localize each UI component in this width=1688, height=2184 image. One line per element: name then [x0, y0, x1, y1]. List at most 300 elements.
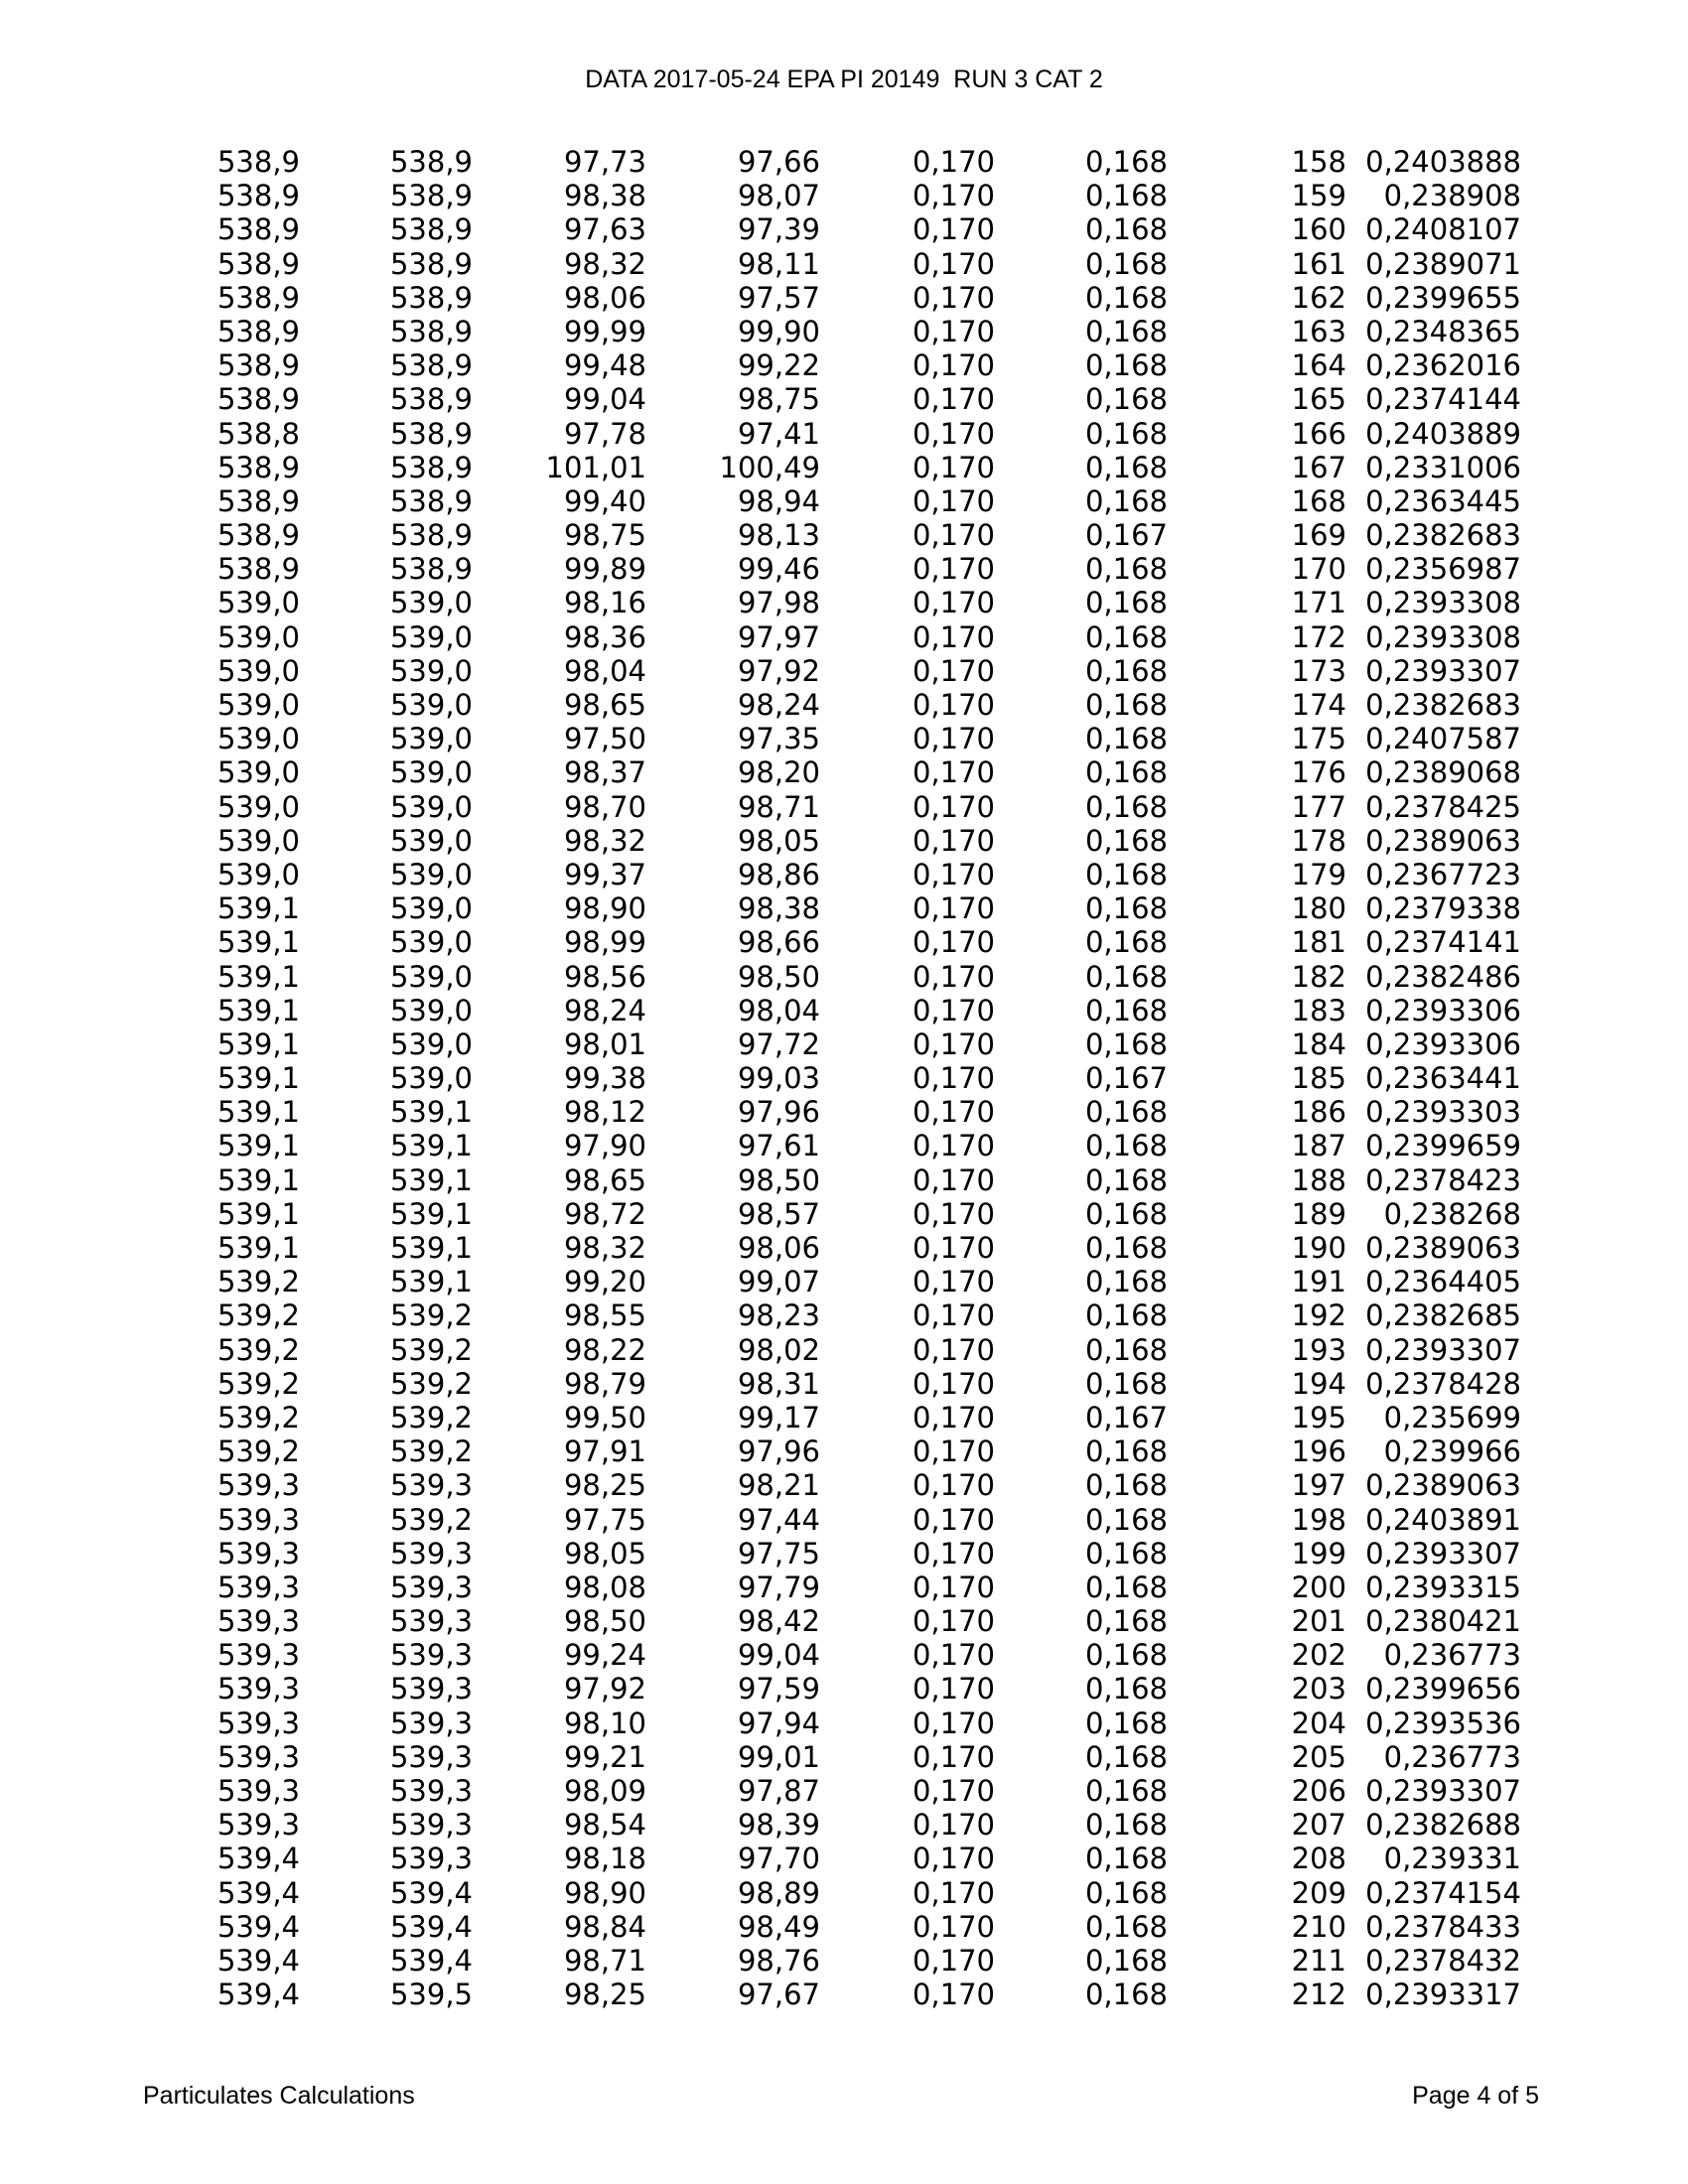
- table-cell: 98,84: [563, 1909, 646, 1944]
- table-cell: 0,2382688: [1365, 1808, 1521, 1843]
- table-cell: 0,235699: [1383, 1400, 1521, 1434]
- table-cell: 197: [1291, 1468, 1346, 1503]
- table-cell: 0,168: [1084, 722, 1168, 756]
- table-cell: 98,09: [563, 1774, 646, 1808]
- table-cell: 0,2403891: [1365, 1502, 1521, 1537]
- table-cell: 0,2382683: [1365, 688, 1521, 722]
- table-cell: 538,9: [216, 382, 300, 417]
- table-cell: 0,168: [1084, 1434, 1168, 1469]
- table-cell: 0,168: [1084, 1366, 1168, 1401]
- table-cell: 0,2374144: [1365, 382, 1521, 417]
- table-cell: 0,170: [912, 1536, 995, 1570]
- table-cell: 0,168: [1084, 1231, 1168, 1265]
- table-cell: 207: [1291, 1808, 1346, 1843]
- table-cell: 98,39: [737, 1808, 820, 1843]
- table-cell: 171: [1291, 586, 1346, 620]
- table-cell: 99,21: [563, 1739, 646, 1774]
- table-cell: 99,46: [737, 552, 820, 587]
- table-cell: 539,3: [216, 1570, 300, 1604]
- table-cell: 538,9: [389, 145, 473, 179]
- table-row: [0, 1503, 1688, 1537]
- table-cell: 539,0: [216, 653, 300, 688]
- table-row: [0, 1129, 1688, 1162]
- table-cell: 169: [1291, 518, 1346, 553]
- table-cell: 0,168: [1084, 1808, 1168, 1843]
- table-cell: 98,12: [563, 1095, 646, 1130]
- table-row: [0, 1061, 1688, 1095]
- table-cell: 539,0: [216, 688, 300, 722]
- table-cell: 0,167: [1084, 518, 1168, 553]
- table-cell: 0,170: [912, 1434, 995, 1469]
- table-cell: 539,3: [216, 1604, 300, 1639]
- table-cell: 98,38: [563, 179, 646, 213]
- table-cell: 0,2363441: [1365, 1061, 1521, 1096]
- table-cell: 0,168: [1084, 993, 1168, 1027]
- table-cell: 539,3: [216, 1706, 300, 1740]
- table-cell: 0,2364405: [1365, 1265, 1521, 1299]
- table-cell: 539,3: [216, 1638, 300, 1673]
- table-cell: 0,2408107: [1365, 212, 1521, 247]
- table-cell: 0,168: [1084, 1842, 1168, 1876]
- table-cell: 0,170: [912, 1604, 995, 1639]
- table-cell: 0,168: [1084, 314, 1168, 348]
- table-cell: 99,50: [563, 1400, 646, 1434]
- table-row: [0, 1672, 1688, 1706]
- table-cell: 0,170: [912, 688, 995, 722]
- table-cell: 98,71: [563, 1943, 646, 1978]
- footer-page-number: Page 4 of 5: [1412, 2082, 1539, 2110]
- table-cell: 177: [1291, 789, 1346, 824]
- table-cell: 0,2379338: [1365, 891, 1521, 926]
- table-cell: 97,59: [737, 1672, 820, 1706]
- table-cell: 0,168: [1084, 1502, 1168, 1537]
- table-cell: 539,0: [389, 857, 473, 891]
- table-cell: 538,9: [389, 518, 473, 553]
- table-cell: 192: [1291, 1298, 1346, 1333]
- table-cell: 0,170: [912, 1332, 995, 1367]
- table-cell: 539,3: [389, 1706, 473, 1740]
- table-cell: 0,2399656: [1365, 1672, 1521, 1706]
- table-cell: 0,168: [1084, 619, 1168, 654]
- table-row: [0, 1027, 1688, 1061]
- table-cell: 538,9: [389, 246, 473, 281]
- table-cell: 0,170: [912, 1774, 995, 1808]
- table-cell: 0,170: [912, 1706, 995, 1740]
- table-cell: 99,20: [563, 1265, 646, 1299]
- table-cell: 0,168: [1084, 1943, 1168, 1978]
- table-row: [0, 518, 1688, 552]
- table-cell: 539,0: [389, 993, 473, 1027]
- table-cell: 0,2374141: [1365, 925, 1521, 960]
- table-cell: 0,168: [1084, 416, 1168, 451]
- table-cell: 0,168: [1084, 145, 1168, 179]
- table-cell: 0,170: [912, 925, 995, 960]
- table-cell: 0,2393308: [1365, 619, 1521, 654]
- table-cell: 0,170: [912, 1875, 995, 1910]
- table-cell: 538,9: [389, 382, 473, 417]
- table-cell: 180: [1291, 891, 1346, 926]
- table-cell: 0,168: [1084, 1095, 1168, 1130]
- table-cell: 539,1: [216, 1231, 300, 1265]
- table-cell: 0,168: [1084, 1129, 1168, 1163]
- table-cell: 539,1: [216, 993, 300, 1027]
- table-cell: 0,168: [1084, 1332, 1168, 1367]
- table-cell: 98,99: [563, 925, 646, 960]
- table-row: [0, 1367, 1688, 1401]
- table-cell: 98,50: [737, 1162, 820, 1197]
- table-cell: 0,2389071: [1365, 246, 1521, 281]
- table-cell: 211: [1291, 1943, 1346, 1978]
- table-cell: 0,2367723: [1365, 857, 1521, 891]
- table-cell: 97,72: [737, 1026, 820, 1061]
- table-cell: 195: [1291, 1400, 1346, 1434]
- table-cell: 0,2389063: [1365, 823, 1521, 858]
- table-cell: 0,168: [1084, 1706, 1168, 1740]
- table-cell: 0,170: [912, 1570, 995, 1604]
- table-cell: 98,06: [563, 280, 646, 315]
- table-row: [0, 1298, 1688, 1332]
- table-cell: 97,44: [737, 1502, 820, 1537]
- table-cell: 539,0: [389, 688, 473, 722]
- table-cell: 165: [1291, 382, 1346, 417]
- table-cell: 99,22: [737, 348, 820, 383]
- table-row: [0, 1808, 1688, 1842]
- table-cell: 176: [1291, 755, 1346, 790]
- table-cell: 539,4: [216, 1875, 300, 1910]
- table-cell: 204: [1291, 1706, 1346, 1740]
- table-cell: 98,75: [737, 382, 820, 417]
- table-cell: 97,57: [737, 280, 820, 315]
- table-cell: 98,86: [737, 857, 820, 891]
- table-cell: 98,32: [563, 823, 646, 858]
- table-cell: 0,2393317: [1365, 1978, 1521, 2012]
- table-row: [0, 755, 1688, 789]
- table-cell: 539,4: [216, 1909, 300, 1944]
- table-row: [0, 654, 1688, 688]
- table-row: [0, 1537, 1688, 1570]
- table-cell: 98,89: [737, 1875, 820, 1910]
- table-row: [0, 247, 1688, 281]
- table-cell: 538,9: [389, 416, 473, 451]
- table-cell: 98,08: [563, 1570, 646, 1604]
- table-cell: 538,9: [389, 450, 473, 484]
- table-cell: 182: [1291, 959, 1346, 994]
- table-cell: 0,238268: [1383, 1196, 1521, 1231]
- table-cell: 98,56: [563, 959, 646, 994]
- table-cell: 539,0: [216, 823, 300, 858]
- table-cell: 539,2: [216, 1366, 300, 1401]
- table-cell: 538,9: [389, 280, 473, 315]
- table-cell: 0,170: [912, 179, 995, 213]
- table-cell: 539,3: [216, 1536, 300, 1570]
- table-cell: 0,170: [912, 1739, 995, 1774]
- table-cell: 538,9: [389, 483, 473, 518]
- table-cell: 208: [1291, 1842, 1346, 1876]
- table-cell: 539,2: [389, 1502, 473, 1537]
- table-cell: 98,32: [563, 1231, 646, 1265]
- table-cell: 0,2393307: [1365, 653, 1521, 688]
- table-cell: 0,239331: [1383, 1842, 1521, 1876]
- table-cell: 98,42: [737, 1604, 820, 1639]
- table-cell: 0,168: [1084, 789, 1168, 824]
- table-cell: 538,9: [216, 280, 300, 315]
- table-cell: 99,37: [563, 857, 646, 891]
- table-cell: 538,9: [216, 518, 300, 553]
- table-cell: 0,2393306: [1365, 1026, 1521, 1061]
- table-cell: 98,65: [563, 1162, 646, 1197]
- table-cell: 0,170: [912, 552, 995, 587]
- table-cell: 539,3: [216, 1739, 300, 1774]
- table-cell: 98,05: [563, 1536, 646, 1570]
- table-cell: 0,2393307: [1365, 1536, 1521, 1570]
- table-cell: 0,168: [1084, 212, 1168, 247]
- table-cell: 98,20: [737, 755, 820, 790]
- table-cell: 0,168: [1084, 1570, 1168, 1604]
- table-cell: 0,168: [1084, 1162, 1168, 1197]
- table-cell: 0,170: [912, 1129, 995, 1163]
- table-cell: 0,170: [912, 1842, 995, 1876]
- table-cell: 539,1: [216, 1061, 300, 1096]
- table-cell: 0,170: [912, 382, 995, 417]
- table-cell: 97,75: [737, 1536, 820, 1570]
- table-row: [0, 1197, 1688, 1231]
- table-row: [0, 1570, 1688, 1604]
- table-cell: 539,1: [389, 1162, 473, 1197]
- table-cell: 0,168: [1084, 653, 1168, 688]
- table-row: [0, 1978, 1688, 2011]
- table-cell: 539,4: [216, 1943, 300, 1978]
- table-cell: 186: [1291, 1095, 1346, 1130]
- table-row: [0, 688, 1688, 722]
- table-cell: 99,01: [737, 1739, 820, 1774]
- table-cell: 172: [1291, 619, 1346, 654]
- table-cell: 98,11: [737, 246, 820, 281]
- table-cell: 0,239966: [1383, 1434, 1521, 1469]
- table-row: [0, 1910, 1688, 1944]
- table-cell: 97,70: [737, 1842, 820, 1876]
- table-cell: 97,98: [737, 586, 820, 620]
- table-cell: 0,168: [1084, 1774, 1168, 1808]
- table-cell: 97,63: [563, 212, 646, 247]
- table-cell: 161: [1291, 246, 1346, 281]
- table-row: [0, 824, 1688, 858]
- table-cell: 0,168: [1084, 483, 1168, 518]
- table-cell: 0,170: [912, 1638, 995, 1673]
- table-cell: 0,168: [1084, 1672, 1168, 1706]
- table-cell: 539,1: [216, 891, 300, 926]
- table-cell: 168: [1291, 483, 1346, 518]
- table-cell: 98,32: [563, 246, 646, 281]
- table-cell: 98,50: [737, 959, 820, 994]
- table-cell: 538,9: [216, 483, 300, 518]
- table-cell: 539,0: [389, 755, 473, 790]
- table-cell: 539,4: [389, 1909, 473, 1944]
- table-cell: 98,24: [563, 993, 646, 1027]
- table-cell: 0,2331006: [1365, 450, 1521, 484]
- table-cell: 0,2378428: [1365, 1366, 1521, 1401]
- table-cell: 173: [1291, 653, 1346, 688]
- table-cell: 539,0: [389, 653, 473, 688]
- table-cell: 539,2: [389, 1400, 473, 1434]
- table-cell: 539,3: [389, 1672, 473, 1706]
- table-cell: 99,38: [563, 1061, 646, 1096]
- table-cell: 99,04: [563, 382, 646, 417]
- table-cell: 98,23: [737, 1298, 820, 1333]
- table-cell: 538,8: [216, 416, 300, 451]
- table-cell: 539,0: [389, 823, 473, 858]
- table-cell: 0,2393307: [1365, 1332, 1521, 1367]
- table-cell: 98,25: [563, 1468, 646, 1503]
- table-cell: 539,3: [389, 1468, 473, 1503]
- table-cell: 97,35: [737, 722, 820, 756]
- table-cell: 98,66: [737, 925, 820, 960]
- table-cell: 0,170: [912, 823, 995, 858]
- table-cell: 97,92: [563, 1672, 646, 1706]
- table-cell: 98,31: [737, 1366, 820, 1401]
- table-cell: 0,168: [1084, 1196, 1168, 1231]
- table-cell: 0,170: [912, 1026, 995, 1061]
- table-cell: 0,2393306: [1365, 993, 1521, 1027]
- table-cell: 0,170: [912, 586, 995, 620]
- table-cell: 97,91: [563, 1434, 646, 1469]
- table-cell: 539,0: [216, 586, 300, 620]
- table-row: [0, 620, 1688, 654]
- table-cell: 98,07: [737, 179, 820, 213]
- table-cell: 98,71: [737, 789, 820, 824]
- table-cell: 0,168: [1084, 1265, 1168, 1299]
- table-cell: 101,01: [545, 450, 646, 484]
- table-cell: 190: [1291, 1231, 1346, 1265]
- table-cell: 100,49: [719, 450, 820, 484]
- table-row: [0, 722, 1688, 755]
- table-cell: 538,9: [216, 179, 300, 213]
- table-cell: 538,9: [216, 348, 300, 383]
- table-cell: 539,3: [216, 1672, 300, 1706]
- table-row: [0, 1604, 1688, 1638]
- table-cell: 0,236773: [1383, 1739, 1521, 1774]
- page-title: DATA 2017-05-24 EPA PI 20149 RUN 3 CAT 2: [585, 66, 1103, 93]
- table-cell: 0,168: [1084, 1298, 1168, 1333]
- table-cell: 98,36: [563, 619, 646, 654]
- table-cell: 0,170: [912, 280, 995, 315]
- table-cell: 539,0: [389, 722, 473, 756]
- table-row: [0, 145, 1688, 179]
- table-cell: 0,170: [912, 348, 995, 383]
- table-row: [0, 925, 1688, 959]
- table-cell: 0,168: [1084, 450, 1168, 484]
- table-cell: 97,94: [737, 1706, 820, 1740]
- table-row: [0, 1876, 1688, 1910]
- table-cell: 0,168: [1084, 755, 1168, 790]
- table-cell: 99,48: [563, 348, 646, 383]
- table-cell: 0,2399655: [1365, 280, 1521, 315]
- table-row: [0, 552, 1688, 586]
- table-cell: 539,3: [216, 1808, 300, 1843]
- table-cell: 205: [1291, 1739, 1346, 1774]
- table-cell: 185: [1291, 1061, 1346, 1096]
- table-cell: 98,04: [737, 993, 820, 1027]
- table-cell: 539,3: [216, 1774, 300, 1808]
- table-row: [0, 179, 1688, 212]
- table-cell: 539,2: [389, 1332, 473, 1367]
- table-cell: 0,170: [912, 959, 995, 994]
- table-cell: 0,2407587: [1365, 722, 1521, 756]
- table-cell: 97,41: [737, 416, 820, 451]
- table-cell: 0,168: [1084, 1638, 1168, 1673]
- table-cell: 98,70: [563, 789, 646, 824]
- table-cell: 198: [1291, 1502, 1346, 1537]
- table-cell: 187: [1291, 1129, 1346, 1163]
- table-cell: 538,9: [216, 212, 300, 247]
- table-cell: 0,170: [912, 755, 995, 790]
- table-cell: 539,1: [216, 959, 300, 994]
- table-cell: 159: [1291, 179, 1346, 213]
- table-cell: 174: [1291, 688, 1346, 722]
- table-cell: 97,67: [737, 1978, 820, 2012]
- table-cell: 98,16: [563, 586, 646, 620]
- table-cell: 539,0: [389, 959, 473, 994]
- table-cell: 99,17: [737, 1400, 820, 1434]
- table-cell: 179: [1291, 857, 1346, 891]
- table-cell: 0,2374154: [1365, 1875, 1521, 1910]
- table-cell: 98,25: [563, 1978, 646, 2012]
- table-cell: 97,78: [563, 416, 646, 451]
- table-cell: 99,24: [563, 1638, 646, 1673]
- table-cell: 0,168: [1084, 925, 1168, 960]
- table-cell: 0,170: [912, 246, 995, 281]
- table-cell: 0,170: [912, 212, 995, 247]
- table-cell: 0,2378423: [1365, 1162, 1521, 1197]
- table-cell: 0,2389063: [1365, 1468, 1521, 1503]
- table-row: [0, 1774, 1688, 1808]
- table-cell: 98,72: [563, 1196, 646, 1231]
- table-row: [0, 1265, 1688, 1298]
- table-cell: 183: [1291, 993, 1346, 1027]
- table-row: [0, 1638, 1688, 1672]
- table-cell: 212: [1291, 1978, 1346, 2012]
- table-cell: 98,37: [563, 755, 646, 790]
- table-cell: 97,96: [737, 1434, 820, 1469]
- table-cell: 538,9: [389, 212, 473, 247]
- data-table: [0, 145, 1688, 2011]
- table-cell: 99,90: [737, 314, 820, 348]
- table-cell: 539,4: [389, 1875, 473, 1910]
- table-cell: 206: [1291, 1774, 1346, 1808]
- table-row: [0, 1842, 1688, 1875]
- table-cell: 0,170: [912, 619, 995, 654]
- table-cell: 0,170: [912, 1468, 995, 1503]
- table-cell: 0,2403889: [1365, 416, 1521, 451]
- table-cell: 0,2378432: [1365, 1943, 1521, 1978]
- table-cell: 184: [1291, 1026, 1346, 1061]
- table-cell: 0,170: [912, 416, 995, 451]
- table-cell: 0,2356987: [1365, 552, 1521, 587]
- table-cell: 98,18: [563, 1842, 646, 1876]
- table-cell: 0,168: [1084, 823, 1168, 858]
- table-row: [0, 994, 1688, 1027]
- table-cell: 99,07: [737, 1265, 820, 1299]
- table-cell: 97,87: [737, 1774, 820, 1808]
- table-cell: 98,06: [737, 1231, 820, 1265]
- table-cell: 0,170: [912, 891, 995, 926]
- table-cell: 201: [1291, 1604, 1346, 1639]
- table-cell: 539,3: [389, 1774, 473, 1808]
- table-row: [0, 417, 1688, 451]
- table-cell: 98,76: [737, 1943, 820, 1978]
- table-cell: 98,13: [737, 518, 820, 553]
- table-cell: 539,0: [389, 1061, 473, 1096]
- table-cell: 539,1: [389, 1095, 473, 1130]
